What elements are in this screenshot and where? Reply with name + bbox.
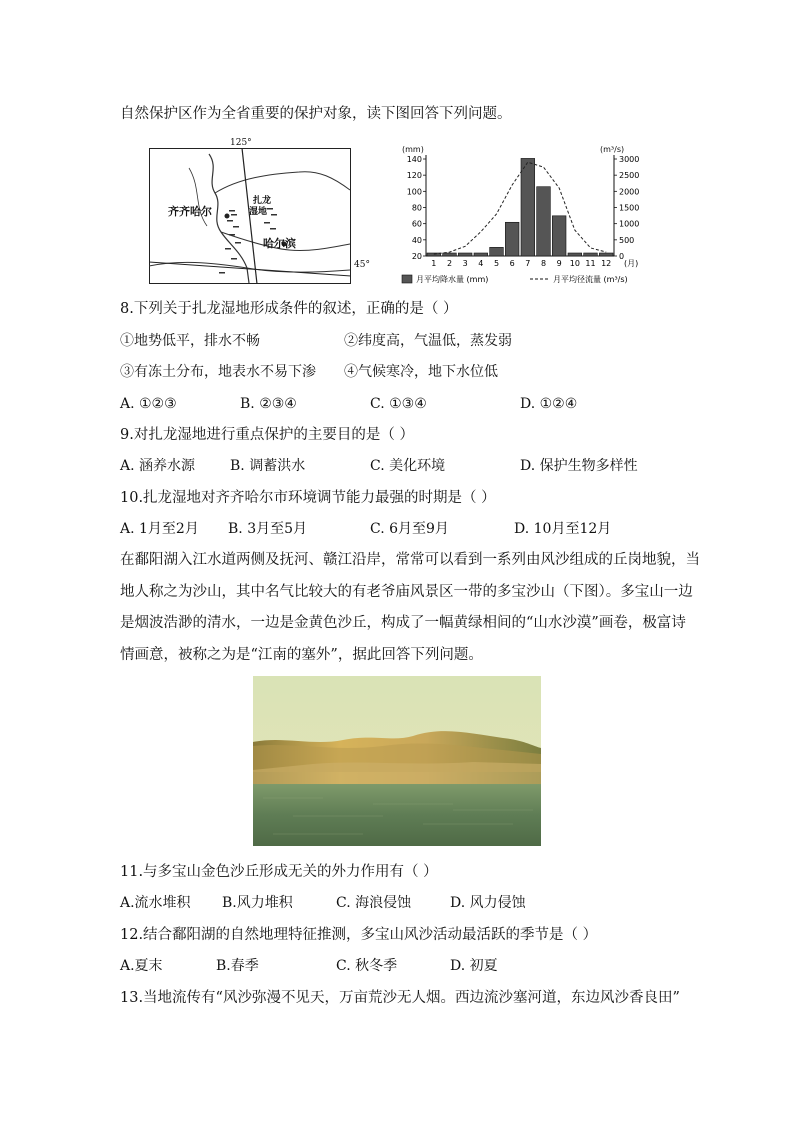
passage-line-1: 在鄱阳湖入江水道两侧及抚河、赣江沿岸，常常可以看到一系列由风沙组成的丘岗地貌，当: [120, 552, 700, 568]
x-tick-label: 4: [478, 259, 484, 268]
q12-option-a[interactable]: A.夏末: [120, 958, 163, 974]
map-city-harbin: 哈尔滨: [263, 237, 296, 250]
q12-option-c[interactable]: C. 秋冬季: [336, 958, 398, 974]
x-tick-label: 8: [540, 259, 547, 268]
q12-option-b[interactable]: B.春季: [216, 958, 259, 974]
q10-option-a[interactable]: A. 1月至2月: [120, 521, 199, 537]
right-tick-label: 1000: [619, 219, 640, 229]
q8-option-a[interactable]: A. ①②③: [120, 396, 177, 412]
left-unit-label: (mm): [402, 145, 424, 154]
precip-bar: [490, 247, 504, 256]
x-tick-label: 5: [493, 259, 500, 268]
intro-text: 自然保护区作为全省重要的保护对象，读下图回答下列问题。: [120, 106, 512, 122]
precip-bar: [427, 253, 441, 256]
duobao-sand-hill-photo: [253, 676, 541, 846]
q10-option-d[interactable]: D. 10月至12月: [514, 521, 612, 537]
q9-stem: 9.对扎龙湿地进行重点保护的主要目的是（ ）: [120, 427, 414, 443]
q9-option-c[interactable]: C. 美化环境: [370, 458, 446, 474]
right-tick-label: 500: [619, 235, 635, 245]
runoff-line: [434, 162, 606, 254]
month-unit-label: (月): [624, 259, 639, 268]
right-tick-label: 1500: [619, 203, 640, 213]
q11-option-a[interactable]: A.流水堆积: [120, 895, 191, 911]
right-tick-label: 2500: [619, 171, 640, 181]
left-tick-label: 40: [411, 235, 422, 245]
precip-bar: [458, 253, 472, 256]
x-tick-label: 1: [431, 259, 437, 268]
precip-runoff-chart: [400, 143, 678, 290]
right-tick-label: 0: [619, 252, 625, 261]
x-tick-label: 9: [556, 259, 562, 268]
right-tick-label: 2000: [619, 187, 640, 197]
left-tick-label: 140: [406, 155, 422, 164]
q8-statement-3: ③有冻土分布，地表水不易下渗: [120, 364, 316, 380]
x-tick-label: 6: [509, 259, 515, 268]
map-lon-label: 125°: [230, 138, 252, 148]
right-tick-label: 3000: [619, 155, 640, 164]
x-tick-label: 11: [585, 259, 596, 268]
precip-bar: [552, 216, 566, 256]
passage-line-4: 情画意，被称之为是“江南的塞外”，据此回答下列问题。: [120, 647, 483, 663]
left-tick-label: 80: [411, 203, 422, 213]
legend-runoff-label: 月平均径流量 (m³/s): [553, 275, 628, 284]
left-tick-label: 100: [406, 187, 422, 197]
q8-statement-1: ①地势低平，排水不畅: [120, 333, 260, 349]
left-tick-label: 20: [411, 252, 422, 261]
q11-stem: 11.与多宝山金色沙丘形成无关的外力作用有（ ）: [120, 864, 438, 880]
precip-bar: [521, 158, 535, 256]
q9-option-a[interactable]: A. 涵养水源: [120, 458, 196, 474]
map-city-qiqihar: 齐齐哈尔: [168, 205, 212, 218]
passage-line-3: 是烟波浩渺的清水，一边是金黄色沙丘，构成了一幅黄绿相间的“山水沙漠”画卷，极富诗: [120, 615, 686, 631]
q11-option-b[interactable]: B.风力堆积: [222, 895, 293, 911]
map-lat-label: 45°: [354, 260, 370, 270]
x-tick-label: 3: [462, 259, 468, 268]
precip-bar: [537, 187, 551, 256]
precip-bar: [568, 253, 582, 256]
left-tick-label: 60: [411, 219, 422, 229]
q11-option-c[interactable]: C. 海浪侵蚀: [336, 895, 412, 911]
precip-bar: [505, 222, 519, 256]
x-tick-label: 7: [525, 259, 531, 268]
q10-option-b[interactable]: B. 3月至5月: [228, 521, 308, 537]
precip-bar: [599, 253, 613, 256]
q10-option-c[interactable]: C. 6月至9月: [370, 521, 449, 537]
x-tick-label: 2: [446, 259, 453, 268]
q12-option-d[interactable]: D. 初夏: [450, 958, 498, 974]
legend-precip-label: 月平均降水量 (mm): [416, 275, 489, 284]
map-wetland-label-1: 扎龙: [253, 196, 272, 206]
q8-option-d[interactable]: D. ①②④: [520, 396, 578, 412]
q8-option-b[interactable]: B. ②③④: [240, 396, 297, 412]
right-unit-label: (m³/s): [600, 145, 625, 154]
left-tick-label: 120: [406, 171, 422, 181]
x-tick-label: 10: [569, 259, 580, 268]
precip-bar: [474, 253, 488, 256]
q13-stem: 13.当地流传有“风沙弥漫不见天，万亩荒沙无人烟。西边流沙塞河道，东边风沙香良田”: [120, 990, 680, 1006]
precip-bar: [443, 253, 457, 256]
q8-statement-2: ②纬度高，气温低，蒸发弱: [344, 333, 512, 349]
legend-bar-swatch: [402, 275, 412, 283]
q8-stem: 8.下列关于扎龙湿地形成条件的叙述，正确的是（ ）: [120, 301, 458, 317]
x-tick-label: 12: [601, 259, 612, 268]
map-wetland-label-2: 湿地: [249, 207, 268, 217]
q9-option-b[interactable]: B. 调蓄洪水: [230, 458, 306, 474]
q8-statement-4: ④气候寒冷，地下水位低: [344, 364, 498, 380]
qiqihar-dot: [225, 214, 230, 219]
q8-option-c[interactable]: C. ①③④: [370, 396, 427, 412]
q12-stem: 12.结合鄱阳湖的自然地理特征推测，多宝山风沙活动最活跃的季节是（ ）: [120, 927, 598, 943]
q10-stem: 10.扎龙湿地对齐齐哈尔市环境调节能力最强的时期是（ ）: [120, 490, 496, 506]
passage-line-2: 地人称之为沙山，其中名气比较大的有老爷庙风景区一带的多宝沙山（下图）。多宝山一边: [120, 584, 693, 600]
q9-option-d[interactable]: D. 保护生物多样性: [520, 458, 638, 474]
q11-option-d[interactable]: D. 风力侵蚀: [450, 895, 526, 911]
precip-bar: [584, 253, 598, 256]
